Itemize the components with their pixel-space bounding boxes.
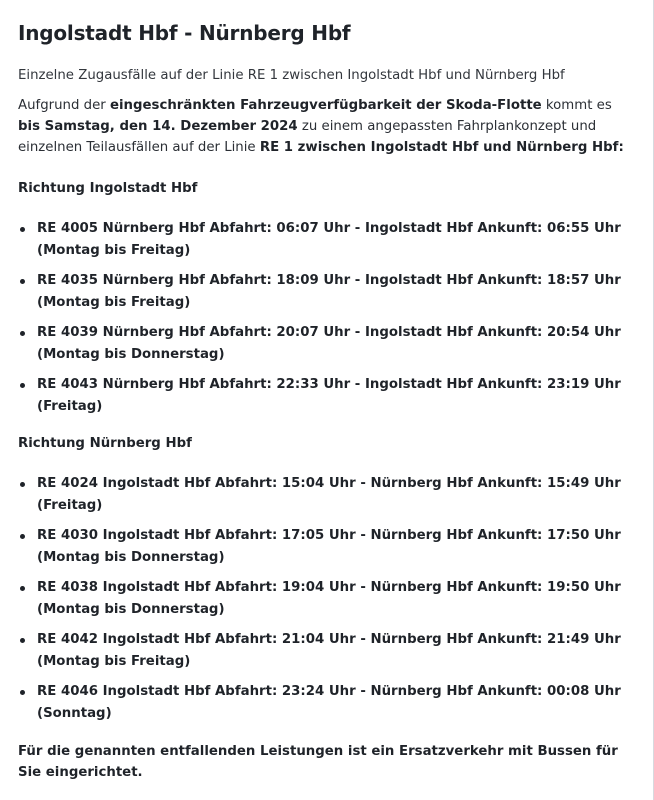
train-text: RE 4035 Nürnberg Hbf Abfahrt: 18:09 Uhr - Ingolstadt Hbf Ankunft: 18:57 Uhr [37,273,621,288]
train-text: RE 4046 Ingolstadt Hbf Abfahrt: 23:24 Uhr - Nürnberg Hbf Ankunft: 00:08 Uhr [37,684,621,699]
list-item [18,681,633,724]
section-heading-ingolstadt: Richtung Ingolstadt Hbf [18,181,198,196]
section-heading-nuernberg: Richtung Nürnberg Hbf [18,436,192,451]
train-text: RE 4039 Nürnberg Hbf Abfahrt: 20:07 Uhr - Ingolstadt Hbf Ankunft: 20:54 Uhr [37,325,621,340]
list-item [18,374,633,417]
intro-bold-1: eingeschränkten Fahrzeugverfügbarkeit der Skoda-Flotte [109,98,542,113]
train-list-nuernberg [18,473,633,724]
intro-text-2: kommt es [541,98,612,113]
train-days: (Montag bis Donnerstag) [37,346,225,362]
train-text: RE 4005 Nürnberg Hbf Abfahrt: 06:07 Uhr - Ingolstadt Hbf Ankunft: 06:55 Uhr [37,221,621,236]
list-item [18,218,633,261]
train-days: (Montag bis Donnerstag) [37,549,225,565]
train-days: (Montag bis Donnerstag) [37,601,225,617]
intro-paragraph [18,95,633,158]
list-item [18,473,633,516]
intro-bold-3: RE 1 zwischen Ingolstadt Hbf und Nürnberg Hbf: [259,140,624,155]
intro-text-1: Aufgrund der [18,98,110,113]
list-item [18,577,633,620]
train-days: (Montag bis Freitag) [37,242,191,258]
train-days: (Montag bis Freitag) [37,653,191,669]
train-days: (Sonntag) [37,705,112,721]
train-text: RE 4030 Ingolstadt Hbf Abfahrt: 17:05 Uhr - Nürnberg Hbf Ankunft: 17:50 Uhr [37,528,621,543]
train-text: RE 4024 Ingolstadt Hbf Abfahrt: 15:04 Uhr - Nürnberg Hbf Ankunft: 15:49 Uhr [37,476,621,491]
subtitle: Einzelne Zugausfälle auf der Linie RE 1 zwischen Ingolstadt Hbf und Nürnberg Hbf [18,68,565,83]
train-text: RE 4038 Ingolstadt Hbf Abfahrt: 19:04 Uhr - Nürnberg Hbf Ankunft: 19:50 Uhr [37,580,621,595]
list-item [18,270,633,313]
list-item [18,629,633,672]
list-item [18,322,633,365]
page-title: Ingolstadt Hbf - Nürnberg Hbf [18,21,351,45]
train-days: (Freitag) [37,497,103,513]
train-text: RE 4043 Nürnberg Hbf Abfahrt: 22:33 Uhr - Ingolstadt Hbf Ankunft: 23:19 Uhr [37,377,621,392]
train-days: (Freitag) [37,398,103,414]
list-item [18,525,633,568]
replacement-bus-note: Für die genannten entfallenden Leistungen ist ein Ersatzverkehr mit Bussen für Sie eingerichtet. [18,744,618,780]
train-text: RE 4042 Ingolstadt Hbf Abfahrt: 21:04 Uhr - Nürnberg Hbf Ankunft: 21:49 Uhr [37,632,621,647]
intro-text-3: zu einem angepassten Fahrplankonzept und einzelnen Teilausfällen auf der Linie [18,119,597,155]
intro-bold-2: bis Samstag, den 14. Dezember 2024 [18,119,298,134]
train-days: (Montag bis Freitag) [37,294,191,310]
train-list-ingolstadt [18,218,633,417]
